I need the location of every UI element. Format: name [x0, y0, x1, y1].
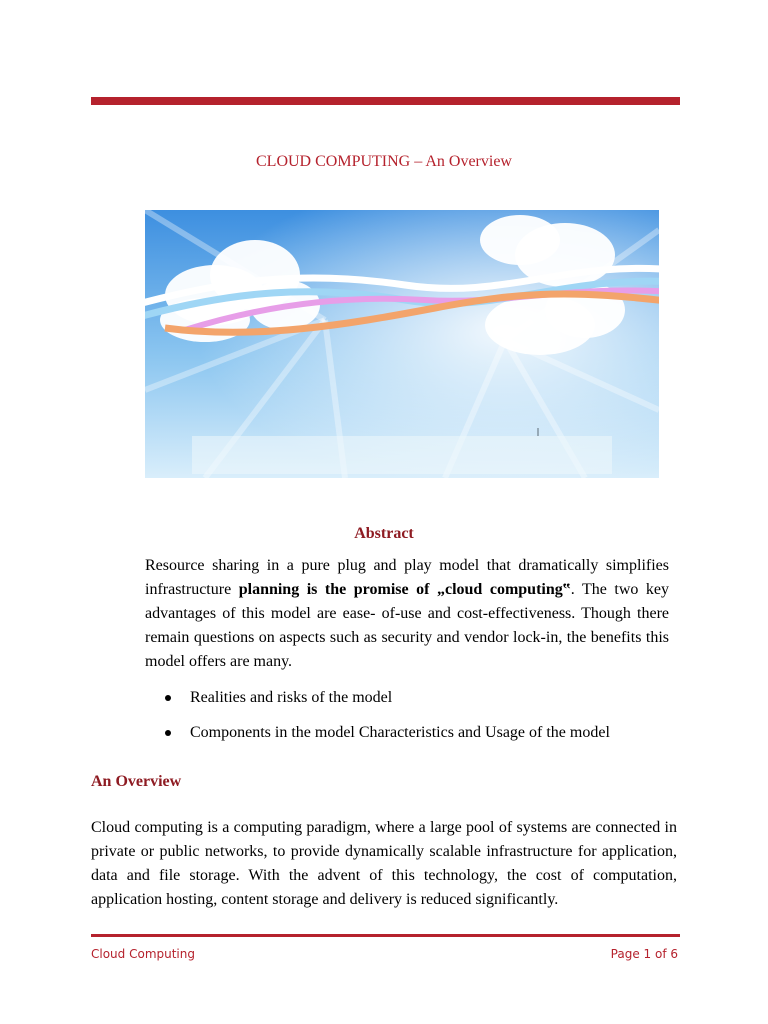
overview-heading: An Overview [91, 773, 182, 790]
cloud-illustration-icon [145, 210, 659, 478]
header-rule [91, 97, 680, 105]
abstract-text-emphasis: planning is the promise of „cloud computing‟ [238, 581, 571, 598]
list-item-label: Components in the model Characteristics and Usage of the model [190, 724, 610, 741]
bullet-icon [165, 730, 171, 736]
list-item [145, 686, 685, 710]
list-item [145, 721, 685, 745]
hero-image [145, 210, 659, 478]
abstract-text [145, 554, 669, 674]
footer-document-title: Cloud Computing [91, 947, 195, 961]
list-item-label: Realities and risks of the model [190, 689, 393, 706]
footer-page-number: Page 1 of 6 [610, 947, 678, 961]
abstract-heading: Abstract [354, 525, 414, 542]
overview-text: Cloud computing is a computing paradigm, where a large pool of systems are connected in private or public networks, to provide dynamically scalable infrastructure for application, data and file storage. With the advent of this technology, the cost of computation, application hosting, content storage and delivery is reduced significantly. [91, 819, 677, 908]
bullet-icon [165, 695, 171, 701]
footer-rule [91, 934, 680, 937]
abstract-text-start: Resource sharing in a pure plug and play model that dramatically simplifies infrastructure [145, 557, 669, 598]
page-title: CLOUD COMPUTING – An Overview [256, 153, 512, 170]
abstract-bullet-list [145, 686, 685, 756]
abstract-text-end: . The two key advantages of this model are ease- of-use and cost-effectiveness. Though there remain questions on aspects such as security and vendor lock-in, the benefits this model offers are many. [145, 581, 670, 670]
